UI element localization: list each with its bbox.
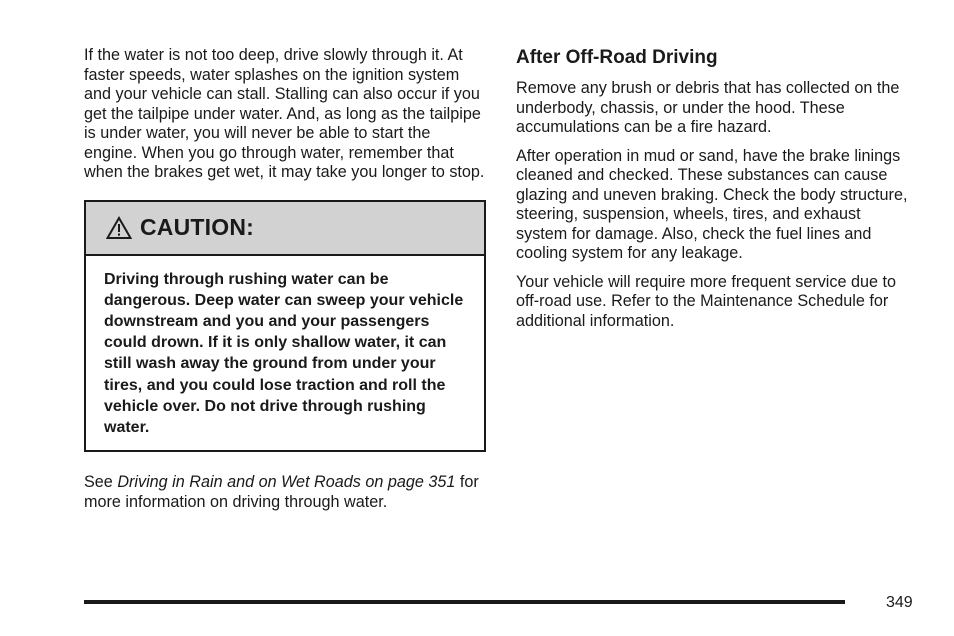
- body-paragraph: Your vehicle will require more frequent service due to off-road use. Refer to the Maintenance Schedule for additional information.: [516, 272, 897, 330]
- body-paragraph: Remove any brush or debris that has collected on the underbody, chassis, or under the hood. These accumulations can be a fire hazard.: [516, 79, 900, 136]
- see-also-prefix: See: [84, 473, 118, 492]
- right-column: [516, 46, 908, 340]
- footer-rule: [84, 600, 845, 604]
- caution-text: Driving through rushing water can be dangerous. Deep water can sweep your vehicle downstream and you and your passengers could drown. If it is only shallow water, it can still wash away the ground from under your tires, and you could lose traction and roll the vehicle over. Do not drive through rushing water.: [104, 270, 464, 436]
- see-also-paragraph: [84, 473, 488, 512]
- left-column: [84, 46, 488, 512]
- intro-paragraph: If the water is not too deep, drive slowly through it. At faster speeds, water splashes on the ignition system and your vehicle can stall. Stalling can also occur if you get the tailpipe under water. And, as long as the tailpipe is under water, you will never be able to start the engine. When you go through water, remember that when the brakes get wet, it may take you longer to stop.: [84, 46, 485, 181]
- caution-title: CAUTION:: [140, 214, 255, 240]
- cross-reference-link[interactable]: Driving in Rain and on Wet Roads on page 351: [117, 473, 456, 492]
- warning-triangle-icon: [106, 216, 132, 240]
- caution-header: [86, 202, 484, 256]
- caution-box: [84, 200, 486, 453]
- section-heading: After Off-Road Driving: [516, 47, 718, 68]
- page-number: 349: [886, 594, 913, 611]
- see-also-suffix: for more information on driving through water.: [84, 473, 479, 511]
- body-paragraph: After operation in mud or sand, have the brake linings cleaned and checked. These substances can cause glazing and uneven braking. Check the body structure, steering, suspension, wheels, tires, and exhaust system for damage. Also, check the fuel lines and cooling system for any leakage.: [516, 146, 908, 262]
